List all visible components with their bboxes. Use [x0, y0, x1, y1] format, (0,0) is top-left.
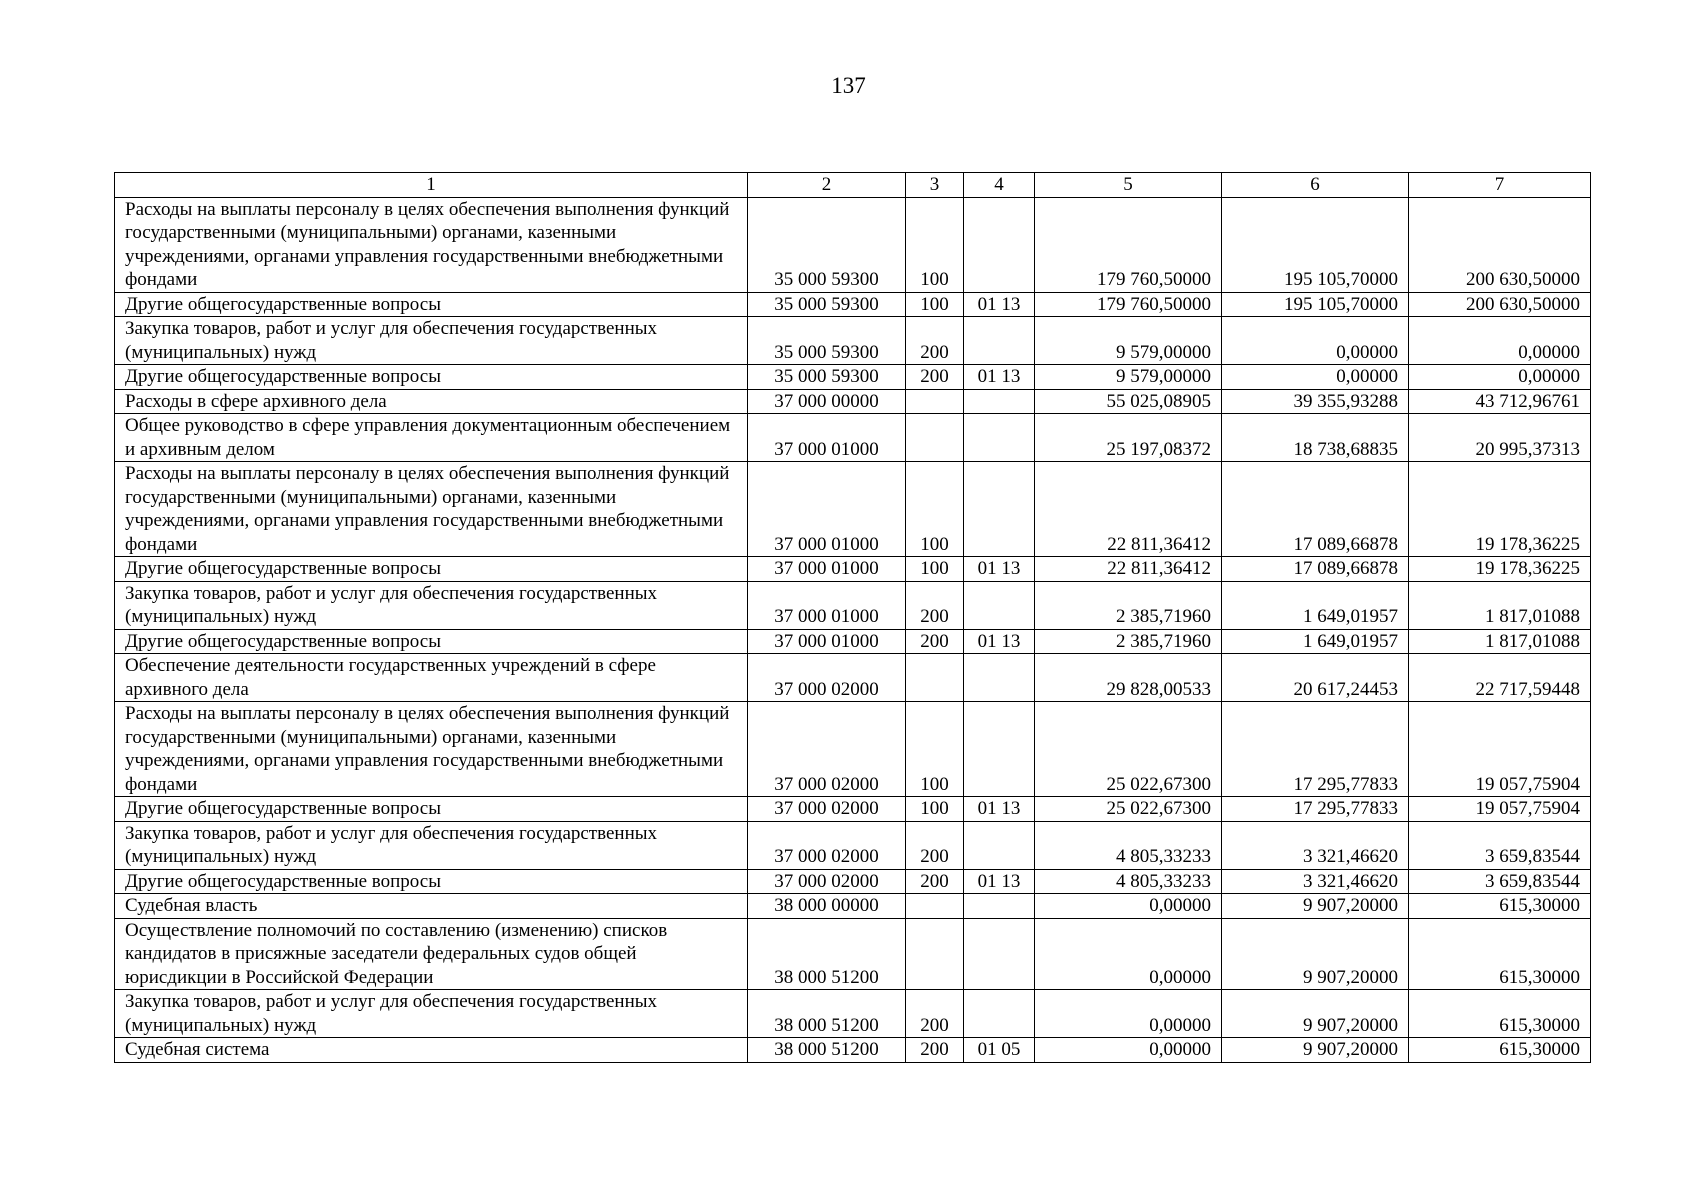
expense-type-cell: 100: [906, 292, 964, 317]
expense-name-cell: Общее руководство в сфере управления документационным обеспечением и архивным делом: [115, 414, 748, 462]
amount-col7-cell: 19 178,36225: [1409, 557, 1591, 582]
table-row: [115, 292, 1591, 317]
target-article-cell: 37 000 02000: [748, 869, 906, 894]
expense-type-cell: [906, 389, 964, 414]
expense-name-cell: Расходы на выплаты персоналу в целях обеспечения выполнения функций государственными (муниципальными) органами, казенными учреждениями, органами управления государственными внебюджетными фондами: [115, 462, 748, 557]
amount-col6-cell: 17 089,66878: [1222, 462, 1409, 557]
amount-col6-cell: 0,00000: [1222, 365, 1409, 390]
amount-col5-cell: 0,00000: [1035, 894, 1222, 919]
section-code-cell: 01 05: [964, 1038, 1035, 1063]
section-code-cell: 01 13: [964, 365, 1035, 390]
column-header: 6: [1222, 173, 1409, 198]
table-row: [115, 797, 1591, 822]
amount-col6-cell: 20 617,24453: [1222, 654, 1409, 702]
amount-col5-cell: 29 828,00533: [1035, 654, 1222, 702]
amount-col6-cell: 3 321,46620: [1222, 869, 1409, 894]
amount-col7-cell: 200 630,50000: [1409, 197, 1591, 292]
page-number: 137: [831, 73, 866, 98]
expense-name-cell: Другие общегосударственные вопросы: [115, 869, 748, 894]
target-article-cell: 38 000 51200: [748, 918, 906, 990]
target-article-cell: 37 000 02000: [748, 702, 906, 797]
target-article-cell: 37 000 01000: [748, 557, 906, 582]
amount-col6-cell: 17 295,77833: [1222, 702, 1409, 797]
amount-col6-cell: 9 907,20000: [1222, 1038, 1409, 1063]
section-code-cell: [964, 702, 1035, 797]
expense-type-cell: [906, 894, 964, 919]
expense-name-cell: Расходы на выплаты персоналу в целях обеспечения выполнения функций государственными (муниципальными) органами, казенными учреждениями, органами управления государственными внебюджетными фондами: [115, 197, 748, 292]
table-row: [115, 581, 1591, 629]
amount-col5-cell: 22 811,36412: [1035, 557, 1222, 582]
target-article-cell: 38 000 51200: [748, 1038, 906, 1063]
target-article-cell: 35 000 59300: [748, 317, 906, 365]
amount-col6-cell: 1 649,01957: [1222, 581, 1409, 629]
column-header: 2: [748, 173, 906, 198]
table-row: [115, 990, 1591, 1038]
target-article-cell: 35 000 59300: [748, 365, 906, 390]
amount-col5-cell: 25 022,67300: [1035, 702, 1222, 797]
table-row: [115, 918, 1591, 990]
amount-col7-cell: 43 712,96761: [1409, 389, 1591, 414]
expense-name-cell: Закупка товаров, работ и услуг для обеспечения государственных (муниципальных) нужд: [115, 821, 748, 869]
amount-col7-cell: 19 057,75904: [1409, 702, 1591, 797]
table-row: [115, 629, 1591, 654]
column-header: 3: [906, 173, 964, 198]
amount-col7-cell: 615,30000: [1409, 990, 1591, 1038]
expense-name-cell: Осуществление полномочий по составлению (изменению) списков кандидатов в присяжные заседатели федеральных судов общей юрисдикции в Российской Федерации: [115, 918, 748, 990]
amount-col5-cell: 179 760,50000: [1035, 292, 1222, 317]
expense-type-cell: 200: [906, 869, 964, 894]
expense-name-cell: Обеспечение деятельности государственных учреждений в сфере архивного дела: [115, 654, 748, 702]
target-article-cell: 35 000 59300: [748, 292, 906, 317]
expense-name-cell: Другие общегосударственные вопросы: [115, 292, 748, 317]
amount-col5-cell: 22 811,36412: [1035, 462, 1222, 557]
column-header: 7: [1409, 173, 1591, 198]
target-article-cell: 38 000 00000: [748, 894, 906, 919]
table-row: [115, 365, 1591, 390]
expense-type-cell: 100: [906, 557, 964, 582]
amount-col5-cell: 0,00000: [1035, 990, 1222, 1038]
amount-col5-cell: 0,00000: [1035, 1038, 1222, 1063]
expense-name-cell: Закупка товаров, работ и услуг для обеспечения государственных (муниципальных) нужд: [115, 990, 748, 1038]
expense-type-cell: [906, 918, 964, 990]
amount-col5-cell: 9 579,00000: [1035, 365, 1222, 390]
column-header: 1: [115, 173, 748, 198]
budget-table-body: [115, 173, 1591, 1063]
expense-name-cell: Другие общегосударственные вопросы: [115, 365, 748, 390]
section-code-cell: 01 13: [964, 869, 1035, 894]
amount-col6-cell: 17 089,66878: [1222, 557, 1409, 582]
table-row: [115, 702, 1591, 797]
amount-col7-cell: 200 630,50000: [1409, 292, 1591, 317]
section-code-cell: [964, 462, 1035, 557]
amount-col7-cell: 615,30000: [1409, 1038, 1591, 1063]
amount-col6-cell: 1 649,01957: [1222, 629, 1409, 654]
expense-type-cell: 200: [906, 821, 964, 869]
section-code-cell: [964, 990, 1035, 1038]
target-article-cell: 37 000 02000: [748, 821, 906, 869]
amount-col6-cell: 9 907,20000: [1222, 990, 1409, 1038]
expense-type-cell: 100: [906, 197, 964, 292]
amount-col5-cell: 2 385,71960: [1035, 581, 1222, 629]
table-row: [115, 821, 1591, 869]
amount-col5-cell: 9 579,00000: [1035, 317, 1222, 365]
section-code-cell: 01 13: [964, 557, 1035, 582]
amount-col5-cell: 2 385,71960: [1035, 629, 1222, 654]
target-article-cell: 37 000 02000: [748, 654, 906, 702]
section-code-cell: 01 13: [964, 797, 1035, 822]
section-code-cell: [964, 197, 1035, 292]
amount-col7-cell: 22 717,59448: [1409, 654, 1591, 702]
amount-col7-cell: 3 659,83544: [1409, 821, 1591, 869]
section-code-cell: [964, 581, 1035, 629]
section-code-cell: [964, 414, 1035, 462]
amount-col6-cell: 9 907,20000: [1222, 918, 1409, 990]
expense-name-cell: Расходы на выплаты персоналу в целях обеспечения выполнения функций государственными (муниципальными) органами, казенными учреждениями, органами управления государственными внебюджетными фондами: [115, 702, 748, 797]
expense-name-cell: Другие общегосударственные вопросы: [115, 557, 748, 582]
expense-type-cell: 100: [906, 797, 964, 822]
section-code-cell: [964, 821, 1035, 869]
expense-type-cell: 200: [906, 365, 964, 390]
expense-name-cell: Другие общегосударственные вопросы: [115, 629, 748, 654]
target-article-cell: 37 000 01000: [748, 462, 906, 557]
expense-type-cell: 100: [906, 702, 964, 797]
table-row: [115, 197, 1591, 292]
table-row: [115, 869, 1591, 894]
amount-col7-cell: 0,00000: [1409, 365, 1591, 390]
amount-col7-cell: 615,30000: [1409, 894, 1591, 919]
amount-col5-cell: 179 760,50000: [1035, 197, 1222, 292]
target-article-cell: 35 000 59300: [748, 197, 906, 292]
expense-name-cell: Закупка товаров, работ и услуг для обеспечения государственных (муниципальных) нужд: [115, 317, 748, 365]
table-row: [115, 894, 1591, 919]
amount-col6-cell: 0,00000: [1222, 317, 1409, 365]
section-code-cell: 01 13: [964, 629, 1035, 654]
target-article-cell: 37 000 01000: [748, 629, 906, 654]
expense-name-cell: Другие общегосударственные вопросы: [115, 797, 748, 822]
amount-col6-cell: 18 738,68835: [1222, 414, 1409, 462]
table-row: [115, 317, 1591, 365]
amount-col6-cell: 17 295,77833: [1222, 797, 1409, 822]
expense-type-cell: 200: [906, 581, 964, 629]
target-article-cell: 37 000 02000: [748, 797, 906, 822]
table-row: [115, 1038, 1591, 1063]
amount-col5-cell: 25 022,67300: [1035, 797, 1222, 822]
expense-type-cell: 100: [906, 462, 964, 557]
amount-col7-cell: 0,00000: [1409, 317, 1591, 365]
amount-col5-cell: 4 805,33233: [1035, 821, 1222, 869]
amount-col5-cell: 0,00000: [1035, 918, 1222, 990]
target-article-cell: 37 000 00000: [748, 389, 906, 414]
expense-type-cell: [906, 654, 964, 702]
amount-col7-cell: 3 659,83544: [1409, 869, 1591, 894]
table-row: [115, 462, 1591, 557]
amount-col5-cell: 4 805,33233: [1035, 869, 1222, 894]
amount-col7-cell: 1 817,01088: [1409, 581, 1591, 629]
table-row: [115, 414, 1591, 462]
expense-type-cell: 200: [906, 1038, 964, 1063]
amount-col5-cell: 55 025,08905: [1035, 389, 1222, 414]
section-code-cell: [964, 894, 1035, 919]
section-code-cell: [964, 918, 1035, 990]
amount-col7-cell: 615,30000: [1409, 918, 1591, 990]
amount-col6-cell: 3 321,46620: [1222, 821, 1409, 869]
amount-col6-cell: 195 105,70000: [1222, 197, 1409, 292]
section-code-cell: [964, 317, 1035, 365]
table-row: [115, 389, 1591, 414]
target-article-cell: 37 000 01000: [748, 414, 906, 462]
amount-col7-cell: 19 057,75904: [1409, 797, 1591, 822]
expense-name-cell: Судебная власть: [115, 894, 748, 919]
section-code-cell: [964, 389, 1035, 414]
expense-type-cell: 200: [906, 317, 964, 365]
amount-col6-cell: 195 105,70000: [1222, 292, 1409, 317]
expense-name-cell: Закупка товаров, работ и услуг для обеспечения государственных (муниципальных) нужд: [115, 581, 748, 629]
amount-col7-cell: 20 995,37313: [1409, 414, 1591, 462]
column-header: 4: [964, 173, 1035, 198]
expense-name-cell: Судебная система: [115, 1038, 748, 1063]
table-row: [115, 557, 1591, 582]
target-article-cell: 37 000 01000: [748, 581, 906, 629]
amount-col6-cell: 9 907,20000: [1222, 894, 1409, 919]
budget-table: [114, 172, 1591, 1063]
column-number-row: [115, 173, 1591, 198]
amount-col7-cell: 19 178,36225: [1409, 462, 1591, 557]
amount-col6-cell: 39 355,93288: [1222, 389, 1409, 414]
table-row: [115, 654, 1591, 702]
expense-type-cell: [906, 414, 964, 462]
amount-col5-cell: 25 197,08372: [1035, 414, 1222, 462]
section-code-cell: 01 13: [964, 292, 1035, 317]
target-article-cell: 38 000 51200: [748, 990, 906, 1038]
column-header: 5: [1035, 173, 1222, 198]
expense-type-cell: 200: [906, 629, 964, 654]
section-code-cell: [964, 654, 1035, 702]
amount-col7-cell: 1 817,01088: [1409, 629, 1591, 654]
expense-type-cell: 200: [906, 990, 964, 1038]
expense-name-cell: Расходы в сфере архивного дела: [115, 389, 748, 414]
